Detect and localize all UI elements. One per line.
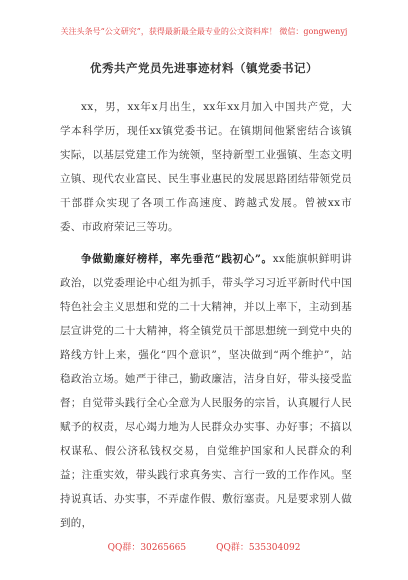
- footer-qq-group-2: QQ群：535304092: [216, 543, 301, 553]
- document-title: 优秀共产党员先进事迹材料（镇党委书记）: [90, 61, 318, 75]
- paragraph-integrity: [60, 247, 352, 535]
- footer-contacts: [0, 540, 408, 553]
- paragraph-lead-heading: 争做勤廉好榜样，率先垂范“践初心”。: [81, 253, 273, 265]
- header-banner: 关注头条号“公文研究”，获得最新最全最专业的公文资料库！ 微信：gongwenyj: [60, 27, 348, 36]
- paragraph-biography: xx，男，xx年x月出生，xx年xx月加入中国共产党，大学本科学历，现任xx镇党委书记。在镇期间他紧密结合该镇实际，以基层党建工作为统领，坚持新型工业强镇、生态文明立镇、现代农业富民、民生事业惠民的发展思路团结带领党员干部群众实现了各项工作高速度、跨越式发展。曾被xx市委、市政府荣记三等功。: [60, 101, 352, 233]
- paragraph-integrity-body: xx能旗帜鲜明讲政治，以党委理论中心组为抓手，带头学习习近平新时代中国特色社会主义思想和党的二十大精神，并以上率下，主动到基层宣讲党的二十大精神，将全镇党员干部思想统一到党中央的路线方针上来，强化“四个意识”，坚决做到“两个维护”，站稳政治立场。她严于律己，勤政廉洁，洁身自好，带头接受监督；自觉带头践行全心全意为人民服务的宗旨，认真履行人民赋予的权责，尽心竭力地为人民群众办实事、办好事；不搞以权谋私、假公济私钱权交易，自觉维护国家和人民群众的利益；注重实效，带头践行求真务实、言行一致的工作作风。坚持说真话、办实事，不弄虚作假、敷衍塞责。凡是要求别人做到的，: [60, 253, 352, 529]
- document-body: [60, 95, 352, 543]
- footer-qq-group-1: QQ群：30265665: [107, 543, 187, 553]
